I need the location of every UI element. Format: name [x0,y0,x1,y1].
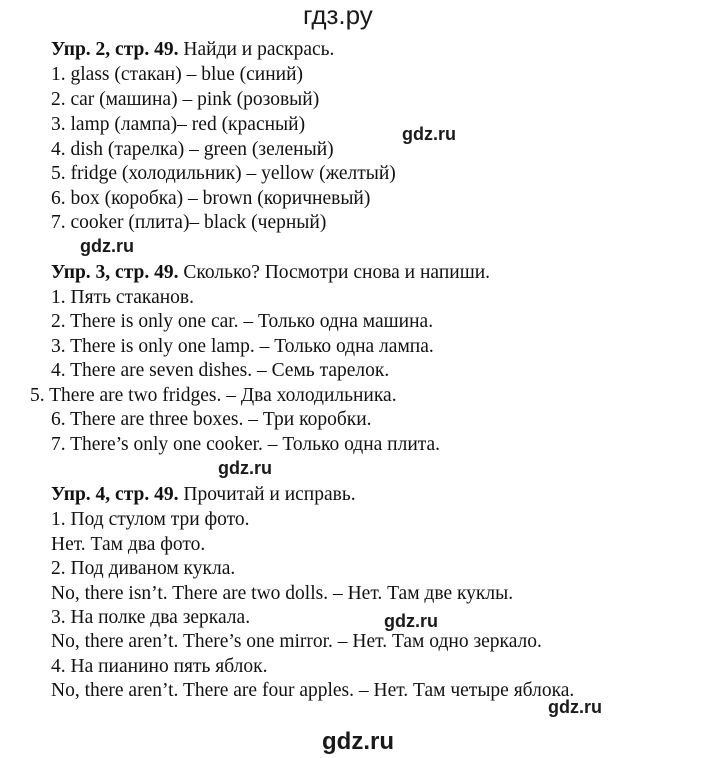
exercise-3-item: 4. There are seven dishes. – Семь тарелок. [51,360,390,381]
exercise-4-item: No, there isn’t. There are two dolls. – Нет. Там две куклы. [51,583,514,604]
watermark: gdz.ru [80,236,134,256]
exercise-4-item: No, there aren’t. There are four apples. – Нет. Там четыре яблока. [51,680,575,701]
exercise-4-item: 4. На пианино пять яблок. [51,656,268,677]
exercise-3-title [51,261,490,285]
exercise-2-item: 1. glass (стакан) – blue (синий) [51,64,304,85]
exercise-4-instruction: Прочитай и исправь. [183,484,356,505]
exercise-4-item: 3. На полке два зеркала. [51,607,251,628]
exercise-2-heading: Упр. 2, стр. 49. [51,39,179,60]
exercise-2-item: 7. cooker (плита)– black (черный) [51,212,327,233]
watermark: gdz.ru [384,611,438,631]
exercise-2-item: 3. lamp (лампа)– red (красный) [51,114,306,135]
exercise-3-heading: Упр. 3, стр. 49. [51,262,179,283]
exercise-4-item: 1. Под стулом три фото. [51,509,250,530]
exercise-3-item: 2. There is only one car. – Только одна машина. [51,311,434,332]
exercise-3-item: 1. Пять стаканов. [51,287,195,308]
watermark-bottom: gdz.ru [322,728,394,755]
exercise-2-item: 6. box (коробка) – brown (коричневый) [51,188,371,209]
exercise-2-item: 4. dish (тарелка) – green (зеленый) [51,139,334,160]
exercise-3-item: 3. There is only one lamp. – Только одна лампа. [51,336,434,357]
watermark: gdz.ru [548,697,602,717]
exercise-4-item: 2. Под диваном кукла. [51,558,236,579]
exercise-3-instruction: Сколько? Посмотри снова и напиши. [183,262,491,283]
exercise-2-item: 5. fridge (холодильник) – yellow (желтый) [51,163,396,184]
exercise-2-instruction: Найди и раскрась. [183,39,335,60]
exercise-3-item: 7. There’s only one cooker. – Только одна плита. [51,434,441,455]
watermark: gdz.ru [218,458,272,478]
exercise-2-item: 2. car (машина) – pink (розовый) [51,89,320,110]
exercise-3-item: 5. There are two fridges. – Два холодильника. [30,385,397,406]
exercise-3-item: 6. There are three boxes. – Три коробки. [51,409,372,430]
exercise-4-title [51,483,356,507]
exercise-2-title [51,38,334,62]
watermark: gdz.ru [402,124,456,144]
exercise-4-item: No, there aren’t. There’s one mirror. – Нет. Там одно зеркало. [51,631,542,652]
watermark-top: гдз.ру [303,0,373,30]
exercise-4-item: Нет. Там два фото. [51,534,206,555]
exercise-4-heading: Упр. 4, стр. 49. [51,484,179,505]
